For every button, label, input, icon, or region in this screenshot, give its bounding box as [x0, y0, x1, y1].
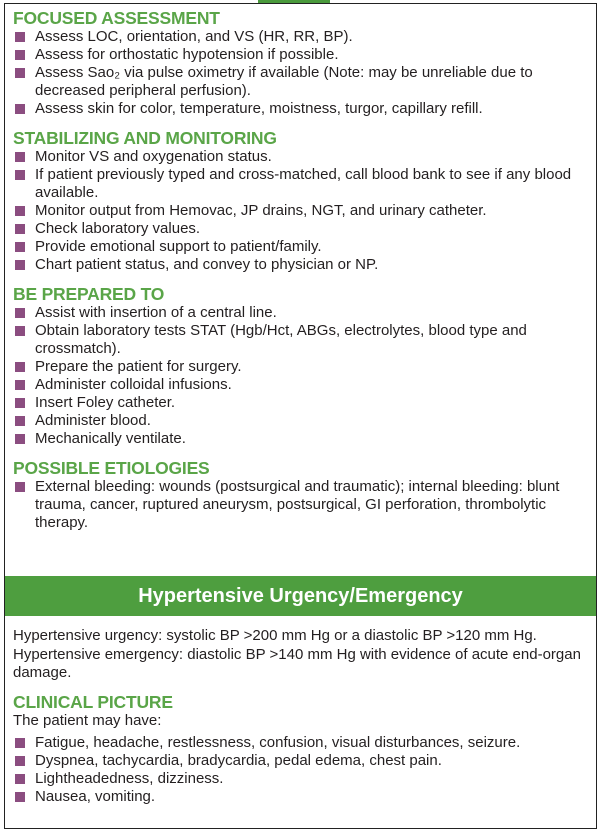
list-item [13, 752, 596, 770]
section-focused-assessment [13, 8, 596, 118]
list-item [13, 788, 596, 806]
item-text: Monitor VS and oxygenation status. [35, 148, 272, 165]
section-heading: BE PREPARED TO [13, 284, 165, 304]
section-heading: POSSIBLE ETIOLOGIES [13, 458, 210, 478]
square-bullet-icon [15, 50, 25, 60]
item-text: Assist with insertion of a central line. [35, 304, 277, 321]
list-item [13, 304, 596, 322]
list-item [13, 322, 596, 358]
section-heading: STABILIZING AND MONITORING [13, 128, 277, 148]
square-bullet-icon [15, 416, 25, 426]
list-item [13, 46, 596, 64]
topic-banner: Hypertensive Urgency/Emergency [4, 576, 597, 616]
item-text: Monitor output from Hemovac, JP drains, NGT, and urinary catheter. [35, 202, 487, 219]
item-text: Assess Sao₂ via pulse oximetry if available (Note: may be unreliable due to decreased peripheral perfusion). [35, 64, 533, 99]
square-bullet-icon [15, 398, 25, 408]
list-item [13, 430, 596, 448]
list-item [13, 394, 596, 412]
upper-content-box [4, 3, 597, 577]
square-bullet-icon [15, 242, 25, 252]
item-text: Assess for orthostatic hypotension if possible. [35, 46, 339, 63]
square-bullet-icon [15, 206, 25, 216]
item-text: Lightheadedness, dizziness. [35, 770, 224, 787]
item-text: Fatigue, headache, restlessness, confusion, visual disturbances, seizure. [35, 734, 521, 751]
list-item [13, 28, 596, 46]
item-text: Provide emotional support to patient/family. [35, 238, 322, 255]
list-item [13, 256, 596, 274]
square-bullet-icon [15, 170, 25, 180]
square-bullet-icon [15, 308, 25, 318]
square-bullet-icon [15, 738, 25, 748]
square-bullet-icon [15, 32, 25, 42]
list-item [13, 100, 596, 118]
list-item [13, 770, 596, 788]
item-text: If patient previously typed and cross-matched, call blood bank to see if any blood available. [35, 166, 572, 201]
section-stabilizing-monitoring [13, 128, 596, 274]
clinical-intro: The patient may have: [13, 711, 162, 729]
square-bullet-icon [15, 104, 25, 114]
list-item [13, 148, 596, 166]
square-bullet-icon [15, 434, 25, 444]
item-text: Obtain laboratory tests STAT (Hgb/Hct, ABGs, electrolytes, blood type and crossmatch). [35, 322, 527, 357]
square-bullet-icon [15, 224, 25, 234]
square-bullet-icon [15, 380, 25, 390]
item-text: Insert Foley catheter. [35, 394, 176, 411]
item-text: Prepare the patient for surgery. [35, 358, 242, 375]
square-bullet-icon [15, 774, 25, 784]
item-text: Nausea, vomiting. [35, 788, 156, 805]
item-text: Administer colloidal infusions. [35, 376, 232, 393]
square-bullet-icon [15, 482, 25, 492]
section-be-prepared-to [13, 284, 596, 448]
list-item [13, 202, 596, 220]
definition-paragraph: Hypertensive urgency: systolic BP >200 mm Hg or a diastolic BP >120 mm Hg. Hypertensive emergency: diastolic BP >140 mm Hg with evidence of acute end-organ damage. [13, 627, 581, 681]
item-text: Dyspnea, tachycardia, bradycardia, pedal edema, chest pain. [35, 752, 442, 769]
list-item [13, 734, 596, 752]
item-text: Administer blood. [35, 412, 151, 429]
section-heading: FOCUSED ASSESSMENT [13, 8, 220, 28]
list-item [13, 478, 596, 532]
list-item [13, 376, 596, 394]
section-heading: CLINICAL PICTURE [13, 691, 173, 712]
section-possible-etiologies [13, 458, 596, 532]
list-item [13, 220, 596, 238]
square-bullet-icon [15, 260, 25, 270]
square-bullet-icon [15, 152, 25, 162]
item-text: External bleeding: wounds (postsurgical and traumatic); internal bleeding: blunt trauma, cancer, ruptured aneurysm, postsurgical, GI perforation, thrombolytic therapy. [35, 478, 560, 531]
square-bullet-icon [15, 756, 25, 766]
list-item [13, 238, 596, 256]
square-bullet-icon [15, 792, 25, 802]
list-item [13, 64, 596, 100]
item-text: Check laboratory values. [35, 220, 201, 237]
square-bullet-icon [15, 362, 25, 372]
item-text: Assess skin for color, temperature, moistness, turgor, capillary refill. [35, 100, 483, 117]
item-text: Mechanically ventilate. [35, 430, 186, 447]
square-bullet-icon [15, 326, 25, 336]
item-text: Chart patient status, and convey to physician or NP. [35, 256, 379, 273]
lower-content-box [4, 615, 597, 829]
item-text: Assess LOC, orientation, and VS (HR, RR, BP). [35, 28, 353, 45]
list-item [13, 358, 596, 376]
list-item [13, 412, 596, 430]
list-item [13, 166, 596, 202]
square-bullet-icon [15, 68, 25, 78]
